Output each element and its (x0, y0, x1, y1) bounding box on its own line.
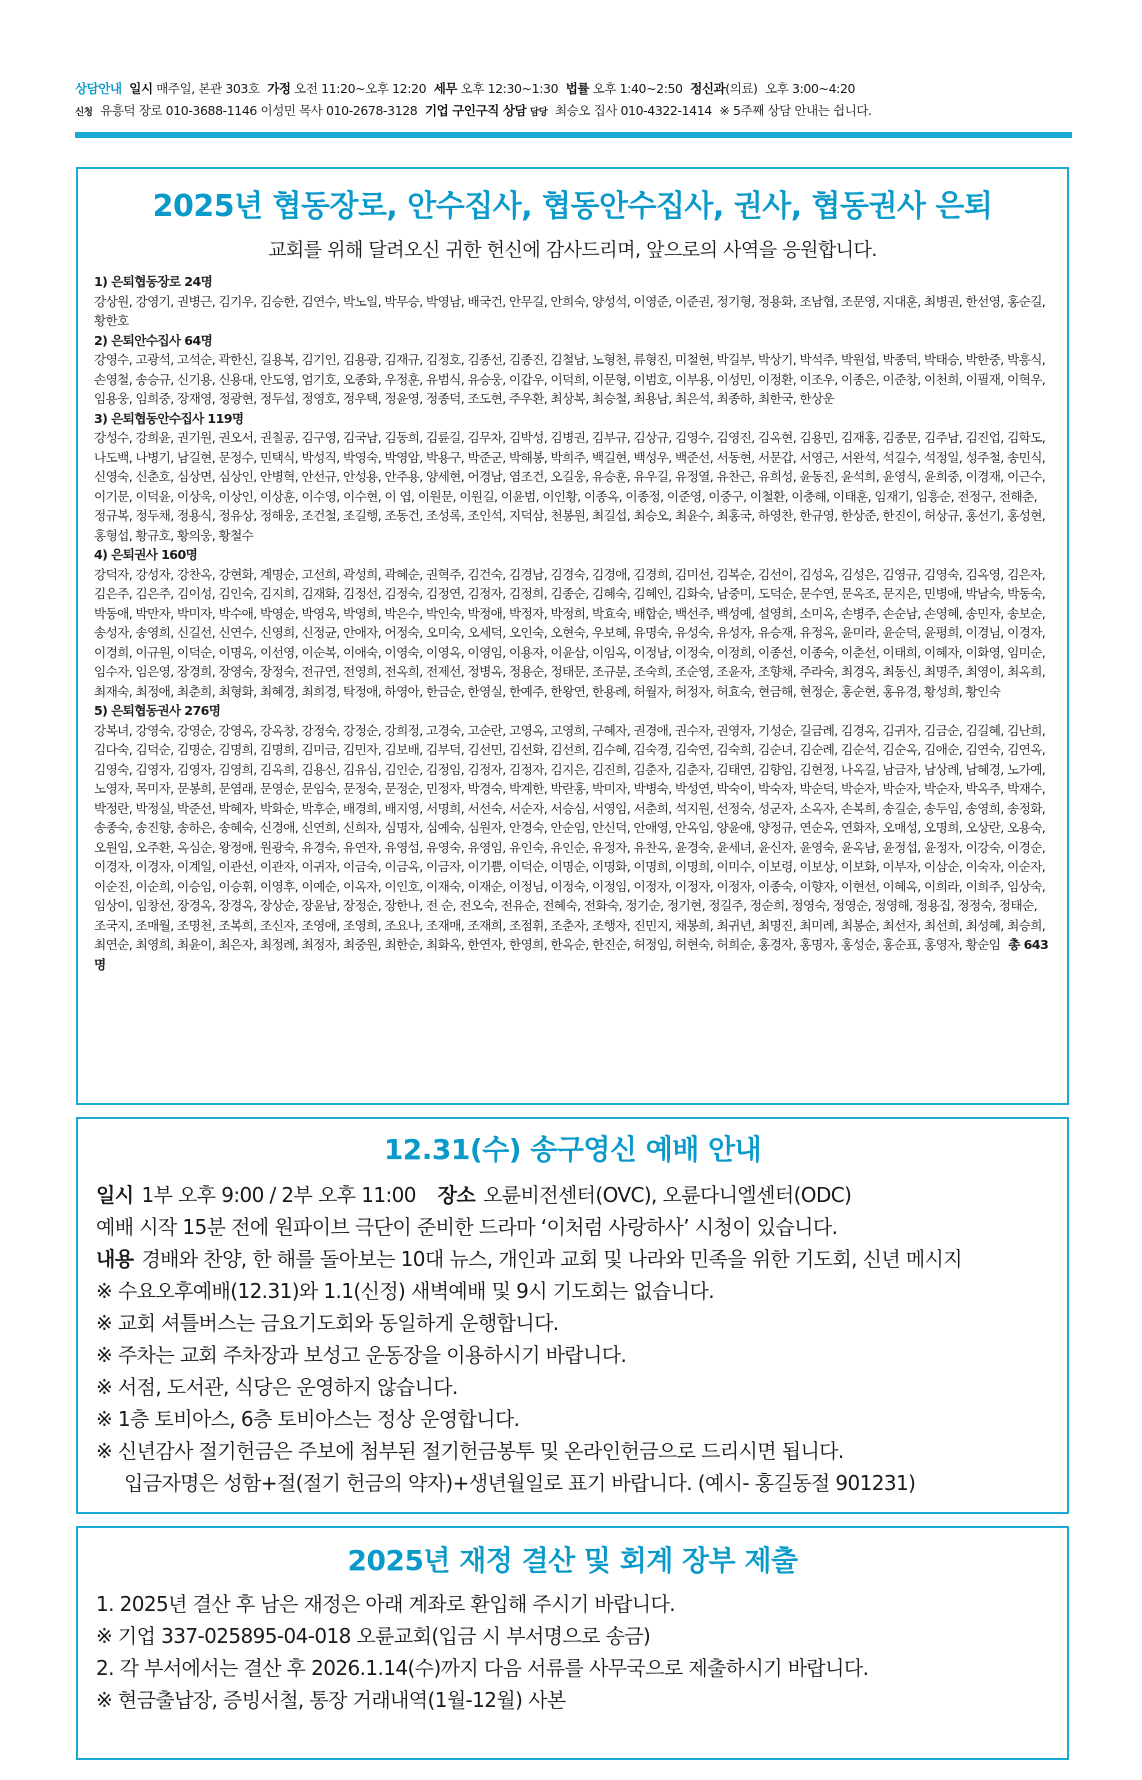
consultation-schedule (75, 78, 1075, 100)
retirement-title: 2025년 협동장로, 안수집사, 협동안수집사, 권사, 협동권사 은퇴 (152, 189, 993, 224)
family-value: 오전 11:20~오후 12:20 (294, 81, 427, 96)
datetime-label: 일시 (96, 1183, 134, 1207)
consultation-contacts (75, 100, 1075, 124)
service-section (76, 1117, 1069, 1514)
consult-note: ※ 5주째 상담 안내는 쉽니다. (719, 103, 872, 118)
schedule-value: 매주일, 본관 303호 (156, 81, 260, 96)
schedule-label: 일시 (129, 81, 153, 96)
tax-value: 오후 12:30~1:30 (460, 81, 559, 96)
apply-value: 유흥덕 장로 010-3688-1146 이성민 목사 010-2678-3128 (100, 103, 418, 118)
group-names: 강상원, 강영기, 권병근, 김기우, 김승한, 김연수, 박노일, 박무승, 박영남, 배국건, 안무길, 안희숙, 양성석, 이영준, 이준권, 정기형, 정용화, 조남협, 조문영, 지대훈, 최병권, 한선영, 홍순길, 황한호 (94, 293, 1046, 328)
place-label: 장소 (437, 1183, 476, 1207)
group-heading: 3) 은퇴협동안수집사 119명 (94, 410, 244, 426)
service-note-continued: 입금자명은 성함+절(절기 헌금의 약자)+생년월일로 표기 바랍니다. (예시- 홍길동절 901231) (124, 1471, 916, 1495)
service-note: ※ 주차는 교회 주차장과 보성고 운동장을 이용하시기 바랍니다. (96, 1343, 627, 1367)
finance-details (78, 1578, 1067, 1716)
group-names: 강영수, 고광석, 고석순, 곽한신, 길용복, 김기인, 김용광, 김재규, 김정호, 김종선, 김종진, 김철남, 노형천, 류형진, 미철현, 박길부, 박상기, 박석주, 박원섭, 박종덕, 박태승, 박한중, 박흥식, 손영철, 송승규, 신기용, 신용대, 안도영, 엄기호, 오종화, 우정훈, 유범식, 유승웅, 이갑우, 이덕희, 이문형, 이범호, 이부용, 이성민, 이정환, 이조우, 이종은, 이준창, 이천희, 이필재, 이혁우, 임용웅, 임희중, 장재영, 정광현, 정두섭, 정영호, 정우택, 정윤영, 정종덕, 조도현, 주우환, 최상복, 최승철, 최용남, 최은석, 최종하, 최한국, 한상운 (94, 352, 1046, 406)
group-names: 강성수, 강희윤, 권기원, 권오서, 권칠공, 김구영, 김국남, 김동희, 김륜길, 김무차, 김박성, 김병권, 김부규, 김상규, 김영수, 김영진, 김옥현, 김용민, 김재홍, 김종문, 김주남, 김진업, 김학도, 나도백, 나병기, 남길현, 문정수, 민택식, 박성직, 박영숙, 박영암, 박용구, 박준군, 박해봉, 박희주, 백길현, 백성우, 백준선, 서동현, 서문갑, 서영근, 서완석, 석길수, 석정일, 성주철, 송민식, 신영숙, 신춘호, 심상면, 심상인, 안병혁, 안선규, 안성용, 안주용, 양세현, 어경남, 염조건, 오길웅, 유승훈, 유우길, 유정열, 유찬근, 유희성, 윤동진, 윤석희, 윤영식, 윤희중, 이경재, 이근수, 이기문, 이덕윤, 이상욱, 이상인, 이상훈, 이수영, 이수현, 이 엽, 이원문, 이원길, 이윤범, 이인황, 이종옥, 이종정, 이준영, 이중구, 이철환, 이충해, 이태훈, 임재기, 임흥순, 전정구, 전해춘, 정규복, 정두채, 정용식, 정유상, 정해웅, 조건철, 조길행, 조동건, 조성록, 조인석, 지덕삼, 천봉원, 최길섭, 최승오, 최윤수, 최홍국, 하영찬, 한규영, 한상준, 한진이, 허상규, 홍선기, 홍성현, 홍형섭, 황규호, 황의웅, 황철수 (94, 430, 1046, 543)
finance-line: 1. 2025년 결산 후 남은 재정은 아래 계좌로 환입해 주시기 바랍니다. (96, 1592, 675, 1616)
service-note: ※ 신년감사 절기헌금은 주보에 첨부된 절기헌금봉투 및 온라인헌금으로 드리시면 됩니다. (96, 1439, 844, 1463)
retirement-subtitle: 교회를 위해 달려오신 귀한 헌신에 감사드리며, 앞으로의 사역을 응원합니다. (268, 239, 877, 261)
consultation-info (75, 78, 1075, 124)
content-value: 경배와 찬양, 한 해를 돌아보는 10대 뉴스, 개인과 교회 및 나라와 민족을 위한 기도회, 신년 메시지 (141, 1247, 962, 1271)
content-label: 내용 (96, 1247, 134, 1271)
group-heading: 4) 은퇴권사 160명 (94, 547, 198, 562)
law-value: 오후 1:40~2:50 (592, 81, 683, 96)
service-details (78, 1167, 1067, 1499)
service-content-line (96, 1243, 1049, 1275)
group-names: 강덕자, 강성자, 강찬옥, 강현화, 계명순, 고선희, 곽성희, 곽혜순, 권혁주, 김건숙, 김경남, 김경숙, 김경애, 김경희, 김미선, 김복순, 김선이, 김성옥, 김성은, 김영규, 김영숙, 김옥영, 김은자, 김은주, 김은주, 김이성, 김인숙, 김지희, 김재화, 김정선, 김정숙, 김정연, 김정자, 김정희, 김종순, 김혜숙, 김혜인, 김화숙, 남중미, 도덕순, 문수연, 문옥조, 문지은, 민병애, 박남숙, 박동숙, 박동애, 박만자, 박미자, 박수애, 박영순, 박영옥, 박영희, 박은수, 박인숙, 박정애, 박정자, 박정희, 박효숙, 배합순, 백선주, 백성예, 설영희, 소미옥, 손병주, 손순남, 손영혜, 송민자, 송보순, 송성자, 송영희, 신길선, 신연수, 신영희, 신정균, 안애자, 어정숙, 오미숙, 오세덕, 오인숙, 오현숙, 우보혜, 유명숙, 유성숙, 유성자, 유승재, 유정옥, 윤미라, 윤순덕, 윤평희, 이경님, 이경자, 이경희, 이규원, 이덕순, 이명옥, 이선영, 이순복, 이애숙, 이영숙, 이영옥, 이영임, 이용자, 이윤삼, 이임옥, 이정남, 이정숙, 이정희, 이종선, 이종숙, 이춘선, 이태희, 이혜자, 이화영, 임미순, 임수자, 임은영, 장경희, 장영숙, 장정숙, 전규연, 전영희, 전옥희, 전제선, 정병옥, 정용순, 정태문, 조규분, 조숙희, 조순영, 조윤자, 조향채, 주라숙, 최경옥, 최동신, 최명주, 최영이, 최옥희, 최재숙, 최정애, 최춘희, 최형화, 최혜경, 최희경, 탁정애, 하영아, 한금순, 한영실, 한예주, 한왕연, 한용례, 허월자, 허정자, 허효숙, 현금해, 현정순, 홍순현, 홍유경, 황성희, 황인숙 (94, 566, 1046, 699)
place-value: 오륜비전센터(OVC), 오륜다니엘센터(ODC) (483, 1183, 852, 1207)
charge-value: 최승오 집사 010-4322-1414 (554, 103, 712, 118)
finance-section (76, 1526, 1069, 1760)
apply-label: 신청 (75, 107, 93, 118)
retirement-section (76, 167, 1069, 1105)
group-names-text: 강복녀, 강영숙, 강영순, 강영옥, 강옥창, 강정숙, 강정순, 강희정, 고경숙, 고순란, 고영옥, 고영희, 구혜자, 권경애, 권수자, 권영자, 기성순, 길금례, 김경옥, 김귀자, 김금순, 김길혜, 김난희, 김다숙, 김덕순, 김명순, 김명희, 김명희, 김미금, 김민자, 김보배, 김부덕, 김선민, 김선화, 김선희, 김수혜, 김숙경, 김숙연, 김숙희, 김순녀, 김순례, 김순석, 김순옥, 김애순, 김연숙, 김연옥, 김영숙, 김영자, 김영자, 김영희, 김옥희, 김용신, 김유심, 김인순, 김정임, 김정자, 김정자, 김지은, 김진희, 김춘자, 김춘자, 김태연, 김향임, 김현정, 나옥길, 남금자, 남상례, 남혜경, 노가예, 노영자, 목미자, 문봉희, 문염래, 문영순, 문임숙, 문정숙, 문정순, 민정자, 박경숙, 박계한, 박란홍, 박미자, 박병숙, 박성연, 박숙이, 박숙자, 박순덕, 박순자, 박순자, 박순자, 박옥주, 박재수, 박정란, 박정실, 박준선, 박혜자, 박화순, 박후순, 배경희, 배지영, 서명희, 서선숙, 서순자, 서승심, 서영임, 서춘희, 석지원, 선정숙, 성군자, 소옥자, 손복희, 송길순, 송두임, 송영희, 송정화, 송종숙, 송진향, 송하은, 송혜숙, 신경애, 신연희, 신희자, 심명자, 심예숙, 심원자, 안경숙, 안순임, 안신덕, 안애영, 안옥임, 양윤애, 양정규, 연순옥, 연화자, 오매성, 오명희, 오상란, 오용숙, 오원임, 오주환, 옥심순, 왕정애, 원광숙, 유경숙, 유연자, 유영섬, 유영숙, 유영임, 유인숙, 유인순, 유정자, 유찬옥, 윤경숙, 윤세녀, 윤신자, 윤영숙, 윤옥남, 윤정섭, 윤정자, 이강숙, 이경순, 이경자, 이경자, 이계일, 이관선, 이관자, 이귀자, 이금숙, 이금옥, 이금자, 이기쁨, 이덕순, 이명순, 이명화, 이명희, 이명희, 이미수, 이보령, 이보상, 이보화, 이부자, 이삼순, 이숙자, 이순자, 이순진, 이순희, 이승임, 이승휘, 이영후, 이예순, 이옥자, 이인호, 이재숙, 이재순, 이정님, 이정숙, 이정임, 이정자, 이정자, 이정자, 이종숙, 이향자, 이현선, 이혜옥, 이희라, 이희주, 임상숙, 임상이, 임창선, 장경옥, 장경옥, 장상순, 장윤남, 장정순, 장한나, 전 순, 전오숙, 전유순, 전혜숙, 전화숙, 정기순, 정기현, 정길주, 정순희, 정영숙, 정영순, 정영해, 정용집, 정정숙, 정태순, 조국지, 조매월, 조명천, 조복희, 조신자, 조영애, 조영희, 조요나, 조재매, 조재희, 조점휘, 조춘자, 조행자, 진민지, 채봉희, 최귀년, 최명진, 최미례, 최봉순, 최선자, 최선희, 최성혜, 최승희, 최연순, 최영희, 최윤이, 최은자, 최정례, 최정자, 최중원, 최한순, 최화옥, 한연자, 한영희, 한옥순, 한진순, 허정임, 허현숙, 허희순, 홍경자, 홍명자, 홍성순, 홍순표, 홍영자, 황순임 (94, 722, 1046, 952)
consult-label: 상담안내 (75, 81, 122, 96)
header-divider (75, 132, 1072, 138)
tax-label: 세무 (433, 81, 458, 96)
group-heading: 2) 은퇴안수집사 64명 (94, 332, 213, 348)
service-drama-line: 예배 시작 15분 전에 원파이브 극단이 준비한 드라마 ‘이처럼 사랑하사’ 시청이 있습니다. (96, 1215, 838, 1239)
retirement-list (78, 262, 1067, 974)
service-note: ※ 교회 셔틀버스는 금요기도회와 동일하게 운행합니다. (96, 1311, 559, 1335)
finance-line: 2. 각 부서에서는 결산 후 2026.1.14(수)까지 다음 서류를 사무국으로 제출하시기 바랍니다. (96, 1656, 869, 1680)
psych-value: 오후 3:00~4:20 (765, 81, 856, 96)
finance-title: 2025년 재정 결산 및 회계 장부 제출 (347, 1544, 798, 1577)
datetime-value: 1부 오후 9:00 / 2부 오후 11:00 (141, 1183, 416, 1207)
service-note: ※ 1층 토비아스, 6층 토비아스는 정상 운영합니다. (96, 1407, 520, 1431)
group-names (94, 721, 1055, 975)
group-heading: 1) 은퇴협동장로 24명 (94, 274, 213, 289)
service-note: ※ 수요오후예배(12.31)와 1.1(신정) 새벽예배 및 9시 기도회는 없습니다. (96, 1279, 714, 1303)
finance-line: ※ 현금출납장, 증빙서철, 통장 거래내역(1월-12월) 사본 (96, 1688, 566, 1712)
job-consult-label: 기업 구인구직 상담 (424, 103, 527, 118)
law-label: 법률 (565, 81, 590, 96)
psych-label: 정신과 (690, 81, 726, 96)
service-datetime-line (96, 1179, 1049, 1211)
retirement-total: 총 643 명 (94, 937, 1049, 972)
psych-paren: (의료) (725, 81, 758, 96)
service-title: 12.31(수) 송구영신 예배 안내 (383, 1133, 762, 1166)
service-note: ※ 서점, 도서관, 식당은 운영하지 않습니다. (96, 1375, 458, 1399)
family-label: 가정 (267, 81, 291, 96)
group-heading: 5) 은퇴협동권사 276명 (94, 703, 221, 718)
finance-line: ※ 기업 337-025895-04-018 오륜교회(입금 시 부서명으로 송금) (96, 1624, 651, 1648)
charge-label: 담당 (529, 107, 548, 118)
